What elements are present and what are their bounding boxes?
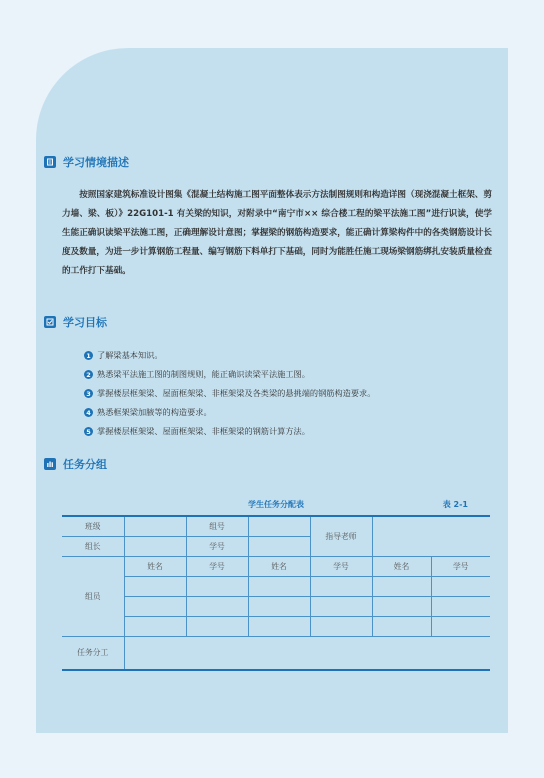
goal-text: 掌握楼层框架梁、屋面框架梁、非框架梁及各类梁的悬挑端的钢筋构造要求。 — [97, 388, 376, 398]
goal-number-badge: 3 — [84, 389, 93, 398]
goal-item — [84, 346, 375, 365]
section-goals-title: 学习目标 — [63, 316, 107, 329]
leader-id-value-cell[interactable] — [248, 536, 310, 556]
section-situation-title: 学习情境描述 — [63, 156, 129, 169]
checkbox-icon — [44, 316, 56, 328]
member-cell[interactable] — [124, 596, 186, 616]
member-cell[interactable] — [186, 576, 248, 596]
member-cell[interactable] — [431, 576, 490, 596]
goal-item — [84, 365, 375, 384]
member-cell[interactable] — [372, 576, 431, 596]
section-situation-heading — [44, 154, 129, 170]
member-id-header: 学号 — [310, 556, 372, 576]
teacher-label-cell: 指导老师 — [310, 516, 372, 556]
leader-label-cell: 组长 — [62, 536, 124, 556]
class-value-cell[interactable] — [124, 516, 186, 536]
member-cell[interactable] — [248, 576, 310, 596]
group-no-value-cell[interactable] — [248, 516, 310, 536]
member-cell[interactable] — [124, 576, 186, 596]
member-cell[interactable] — [186, 616, 248, 636]
goal-number-badge: 1 — [84, 351, 93, 360]
member-name-header: 姓名 — [124, 556, 186, 576]
section-grouping-heading — [44, 456, 107, 472]
table-caption-title: 学生任务分配表 — [248, 500, 304, 509]
member-id-header: 学号 — [431, 556, 490, 576]
teacher-value-cell[interactable] — [372, 516, 490, 556]
goal-text: 掌握楼层框架梁、屋面框架梁、非框架梁的钢筋计算方法。 — [97, 426, 310, 436]
member-cell[interactable] — [431, 616, 490, 636]
table-caption-number: 表 2-1 — [442, 500, 468, 509]
leader-id-label-cell: 学号 — [186, 536, 248, 556]
goals-list — [84, 346, 375, 441]
group-no-label-cell: 组号 — [186, 516, 248, 536]
task-division-label-cell: 任务分工 — [62, 636, 124, 670]
goal-text: 熟悉梁平法施工图的制图规则，能正确识读梁平法施工图。 — [97, 369, 310, 379]
goal-number-badge: 5 — [84, 427, 93, 436]
member-cell[interactable] — [124, 616, 186, 636]
member-id-header: 学号 — [186, 556, 248, 576]
goal-number-badge: 4 — [84, 408, 93, 417]
member-cell[interactable] — [248, 596, 310, 616]
document-icon — [44, 156, 56, 168]
goal-text: 熟悉框架梁加腋等的构造要求。 — [97, 407, 212, 417]
member-cell[interactable] — [372, 616, 431, 636]
table-caption — [62, 499, 490, 513]
bar-chart-icon — [44, 458, 56, 470]
member-cell[interactable] — [186, 596, 248, 616]
goal-number-badge: 2 — [84, 370, 93, 379]
member-name-header: 姓名 — [248, 556, 310, 576]
member-cell[interactable] — [310, 596, 372, 616]
class-label-cell: 班级 — [62, 516, 124, 536]
member-name-header: 姓名 — [372, 556, 431, 576]
goal-item — [84, 384, 375, 403]
section-grouping-title: 任务分组 — [63, 458, 107, 471]
leader-value-cell[interactable] — [124, 536, 186, 556]
member-cell[interactable] — [310, 576, 372, 596]
goal-text: 了解梁基本知识。 — [97, 350, 163, 360]
goal-item — [84, 403, 375, 422]
section-goals-heading — [44, 314, 107, 330]
task-assignment-table — [62, 515, 490, 671]
situation-paragraph: 按照国家建筑标准设计图集《混凝土结构施工图平面整体表示方法制图规则和构造详图（现浇混凝土框架、剪力墙、梁、板）》22G101-1 有关梁的知识，对附录中“南宁市×× 综合楼工程的梁平法施工图”进行识读，使学生能正确识读梁平法施工图，正确理解设计意图；掌握梁的钢筋构造要求，能正确计算梁构件中的各类钢筋设计长度及数量，为进一步计算钢筋工程量、编写钢筋下料单打下基础，同时为能胜任施工现场梁钢筋绑扎安装质量检查的工作打下基础。 — [62, 190, 492, 276]
member-cell[interactable] — [431, 596, 490, 616]
members-label-cell: 组员 — [62, 556, 124, 636]
member-cell[interactable] — [372, 596, 431, 616]
member-cell[interactable] — [248, 616, 310, 636]
task-division-value-cell[interactable] — [124, 636, 490, 670]
goal-item — [84, 422, 375, 441]
member-cell[interactable] — [310, 616, 372, 636]
